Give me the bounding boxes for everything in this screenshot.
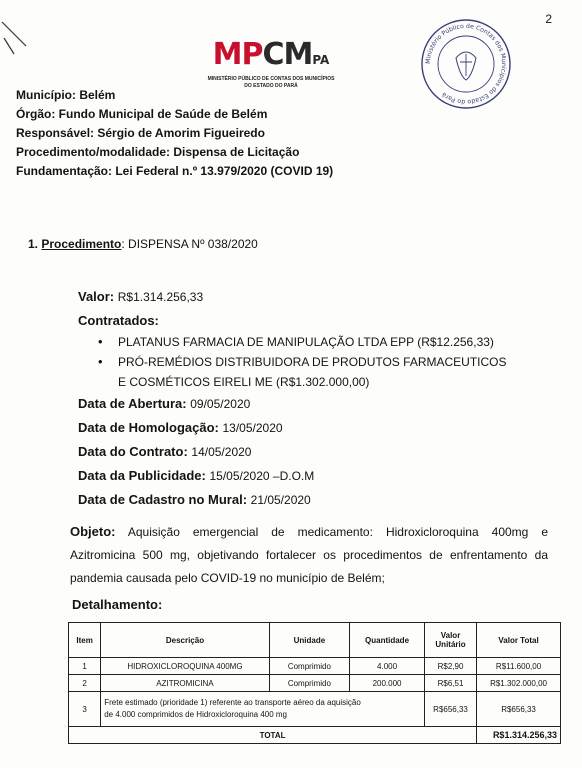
abertura-value: 09/05/2020: [190, 397, 251, 411]
th-valor-unitario: [424, 623, 476, 658]
publicidade-label: Data da Publicidade:: [78, 468, 206, 483]
cell-descricao-frete-1: Frete estimado (prioridade 1) referente ao transporte aéreo da aquisição: [104, 698, 361, 707]
cell-unidade: Comprimido: [269, 658, 349, 675]
cell-quantidade: 200.000: [350, 675, 425, 692]
responsavel-line: Responsável: Sérgio de Amorim Figueiredo: [16, 126, 265, 140]
table-header-row: [69, 623, 561, 658]
table-total-row: [69, 727, 561, 744]
th-valor-unitario-1: Valor: [440, 631, 461, 640]
contrato-field: [78, 440, 553, 464]
contracted-item-2-text-b: E COSMÉTICOS EIRELI ME (R$1.302.000,00): [118, 375, 370, 389]
table-row: [69, 675, 561, 692]
orgao-line: Órgão: Fundo Municipal de Saúde de Belém: [16, 107, 268, 121]
cell-quantidade: 4.000: [350, 658, 425, 675]
section-number: 1.: [28, 237, 39, 251]
cell-descricao: AZITROMICINA: [101, 675, 269, 692]
th-valor-total: Valor Total: [477, 623, 561, 658]
th-descricao: Descrição: [101, 623, 269, 658]
total-value: R$1.314.256,33: [477, 727, 561, 744]
homologacao-value: 13/05/2020: [222, 421, 283, 435]
page-number: 2: [545, 12, 552, 26]
document-header: [16, 88, 396, 183]
contracted-item-2: [118, 352, 553, 392]
homologacao-field: [78, 416, 553, 440]
table-row: [69, 692, 561, 727]
stamp-text: Ministério Público de Contas dos Municípios do Estado do Pará: [424, 22, 508, 106]
section-value: : DISPENSA Nº 038/2020: [121, 237, 258, 251]
cell-unidade: Comprimido: [269, 675, 349, 692]
procedure-details: [78, 285, 553, 512]
th-valor-unitario-2: Unitário: [435, 640, 466, 649]
logo-subtitle-1: MINISTÉRIO PÚBLICO DE CONTAS DOS MUNICÍPIOS: [207, 76, 335, 82]
contracted-item-1-text: PLATANUS FARMACIA DE MANIPULAÇÃO LTDA EPP (R$12.256,33): [118, 335, 494, 349]
valor-field: [78, 285, 553, 309]
cadastro-value: 21/05/2020: [250, 493, 311, 507]
total-label: TOTAL: [69, 727, 477, 744]
contrato-label: Data do Contrato:: [78, 444, 188, 459]
cell-descricao-frete: [101, 692, 425, 727]
procedimento-line: Procedimento/modalidade: Dispensa de Licitação: [16, 145, 300, 159]
cell-valor-total: R$656,33: [477, 692, 561, 727]
detalhamento-title: Detalhamento:: [72, 597, 163, 612]
municipio-line: Município: Belém: [16, 88, 116, 102]
margin-scribble: [0, 20, 30, 60]
cell-valor-total: R$1.302.000,00: [477, 675, 561, 692]
cell-valor-unitario: R$2,90: [424, 658, 476, 675]
cadastro-field: [78, 488, 553, 512]
valor-value: R$1.314.256,33: [117, 290, 204, 304]
section-procedimento: [28, 237, 258, 251]
cell-valor-unitario: R$656,33: [424, 692, 476, 727]
th-unidade: Unidade: [269, 623, 349, 658]
official-stamp: [420, 18, 512, 110]
objeto-paragraph: [70, 520, 548, 590]
logo-subtitle-2: DO ESTADO DO PARÁ: [244, 83, 298, 89]
contracted-list: [78, 332, 553, 392]
cell-item: 2: [69, 675, 101, 692]
detail-table: [68, 622, 561, 744]
contracted-item-2-text-a: PRÓ-REMÉDIOS DISTRIBUIDORA DE PRODUTOS FARMACEUTICOS: [118, 355, 507, 369]
logo-mark-cm: CM: [262, 37, 313, 72]
cell-descricao: HIDROXICLOROQUINA 400MG: [101, 658, 269, 675]
cell-valor-unitario: R$6,51: [424, 675, 476, 692]
logo-mark: [196, 37, 346, 75]
section-label: Procedimento: [41, 237, 122, 251]
logo-mark-pa: PA: [312, 53, 330, 67]
abertura-field: [78, 392, 553, 416]
cell-descricao-frete-2: de 4.000 comprimidos de Hidroxicloroquina 400 mg: [104, 710, 287, 719]
logo-mark-mp: MP: [212, 37, 263, 72]
contratados-label: Contratados:: [78, 313, 159, 328]
abertura-label: Data de Abertura:: [78, 396, 187, 411]
table-row: [69, 658, 561, 675]
homologacao-label: Data de Homologação:: [78, 420, 219, 435]
objeto-label: Objeto:: [70, 524, 116, 539]
contratados-field: [78, 309, 553, 332]
fundamentacao-line: Fundamentação: Lei Federal n.º 13.979/2020 (COVID 19): [16, 164, 334, 178]
cell-valor-total: R$11.600,00: [477, 658, 561, 675]
publicidade-value: 15/05/2020 –D.O.M: [209, 469, 315, 483]
objeto-text: Aquisição emergencial de medicamento: Hidroxicloroquina 400mg e Azitromicina 500 mg, objetivando fortalecer os procedimentos de enfrentamento da pandemia causada pelo COVID-19 no município de Belém;: [70, 525, 549, 585]
cell-item: 3: [69, 692, 101, 727]
contrato-value: 14/05/2020: [191, 445, 252, 459]
valor-label: Valor:: [78, 289, 115, 304]
th-item: Item: [69, 623, 101, 658]
cell-item: 1: [69, 658, 101, 675]
mpcm-logo: [196, 37, 346, 89]
contracted-item-1: [118, 332, 553, 352]
publicidade-field: [78, 464, 553, 488]
cadastro-label: Data de Cadastro no Mural:: [78, 492, 248, 507]
th-quantidade: Quantidade: [350, 623, 425, 658]
